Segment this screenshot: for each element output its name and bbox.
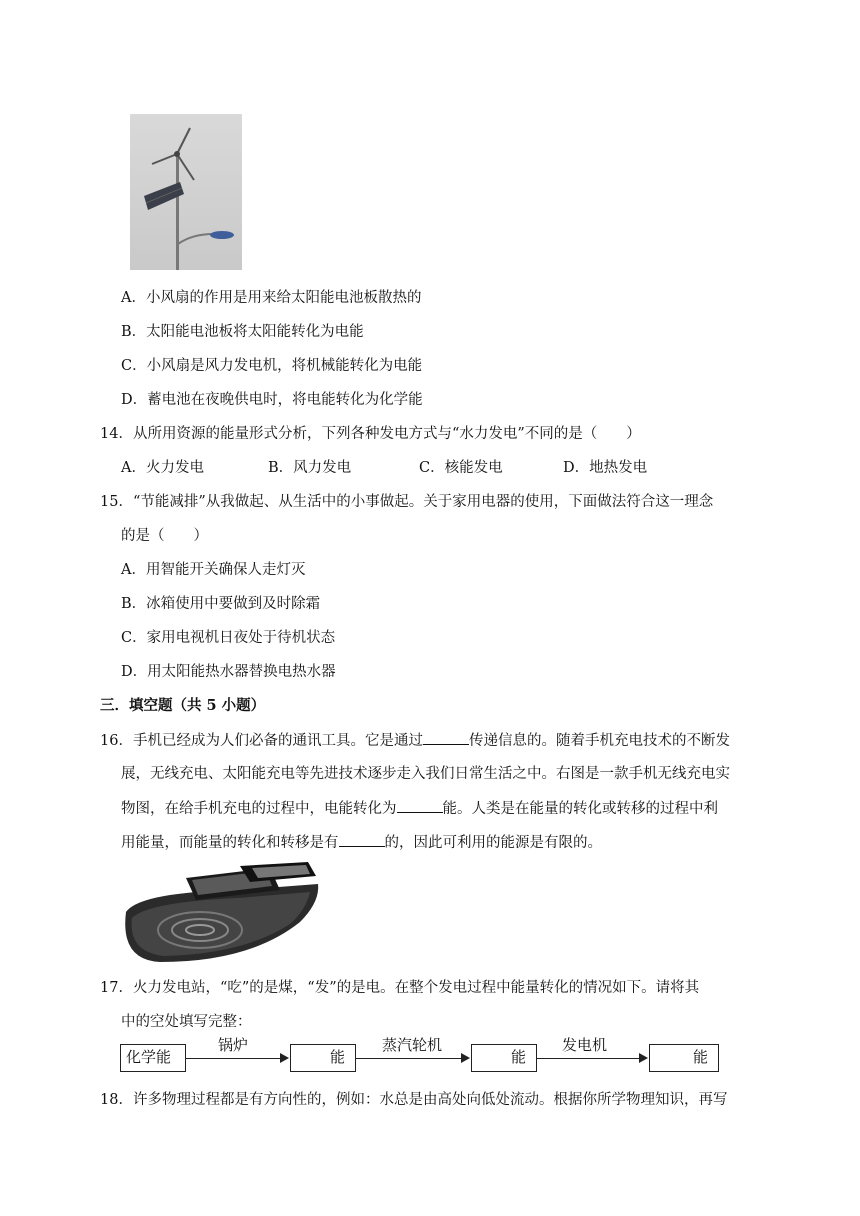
q18-line1: 18．许多物理过程都是有方向性的，例如：水总是由高处向低处流动。根据你所学物理知识，再写 [100,1092,728,1108]
answer-blank [423,730,469,745]
flow-box-4 [649,1044,719,1072]
flow-arrow-2 [356,1058,461,1059]
wind-solar-streetlight-photo [130,114,242,270]
q14-option-b: B．风力发电 [268,460,352,476]
q16-text-3b: 能。人类是在能量的转化或转移的过程中利 [442,801,718,817]
flow-arrow-3 [537,1058,639,1059]
q15-stem-line2: 的是（ ） [121,528,208,544]
arrow-right-icon [280,1053,289,1063]
q16-text-3a: 物图，在给手机充电的过程中，电能转化为 [121,801,397,817]
wireless-charger-photo [120,862,320,966]
q16-line4 [121,832,602,853]
answer-blank [397,798,443,813]
arrow-right-icon [639,1053,648,1063]
q14-stem: 14．从所用资源的能量形式分析，下列各种发电方式与“水力发电”不同的是（ ） [100,426,641,442]
flow-box-label: 能 [692,1048,708,1066]
energy-flow-diagram [120,1038,725,1078]
q16-line2: 展，无线充电、太阳能充电等先进技术逐步走入我们日常生活之中。右图是一款手机无线充电实 [121,766,730,782]
q16-text-4a: 用能量，而能量的转化和转移是有 [121,835,339,851]
flow-box-label: 能 [329,1048,345,1066]
flow-box-chemical [120,1044,186,1072]
q14-option-c: C．核能发电 [419,460,503,476]
q15-stem-line1: 15．“节能减排”从我做起、从生活中的小事做起。关于家用电器的使用，下面做法符合这一理念 [100,494,714,510]
flow-box-2 [290,1044,356,1072]
q14-option-d: D．地热发电 [563,460,648,476]
flow-box-3 [471,1044,537,1072]
flow-arrow-1 [186,1058,280,1059]
q16-line3 [121,798,718,819]
q17-line2: 中的空处填写完整： [121,1014,252,1030]
q16-text-4b: 的，因此可利用的能源是有限的。 [384,835,602,851]
q15-option-b: B．冰箱使用中要做到及时除霜 [121,596,321,612]
q13-option-c: C．小风扇是风力发电机，将机械能转化为电能 [121,358,423,374]
flow-label-boiler: 锅炉 [218,1036,249,1054]
arrow-right-icon [461,1053,470,1063]
q17-line1: 17．火力发电站，“吃”的是煤，“发”的是电。在整个发电过程中能量转化的情况如下。请将其 [100,980,700,996]
flow-label-turbine: 蒸汽轮机 [382,1036,443,1054]
q15-option-d: D．用太阳能热水器替换电热水器 [121,664,336,680]
q14-option-a: A．火力发电 [121,460,204,476]
q15-option-a: A．用智能开关确保人走灯灭 [121,562,306,578]
flow-label-generator: 发电机 [562,1036,608,1054]
q16-text-1b: 传递信息的。随着手机充电技术的不断发 [468,733,730,749]
q16-text-1a: 16．手机已经成为人们必备的通讯工具。它是通过 [100,733,423,749]
section-heading: 三．填空题（共 5 小题） [100,697,266,714]
q16-line1 [100,730,730,751]
q13-option-b: B．太阳能电池板将太阳能转化为电能 [121,324,364,340]
q13-option-a: A．小风扇的作用是用来给太阳能电池板散热的 [121,290,422,306]
flow-box-label: 能 [510,1048,526,1066]
flow-box-label: 化学能 [126,1048,172,1066]
answer-blank [339,832,385,847]
q13-option-d: D．蓄电池在夜晚供电时，将电能转化为化学能 [121,392,423,408]
q15-option-c: C．家用电视机日夜处于待机状态 [121,630,336,646]
